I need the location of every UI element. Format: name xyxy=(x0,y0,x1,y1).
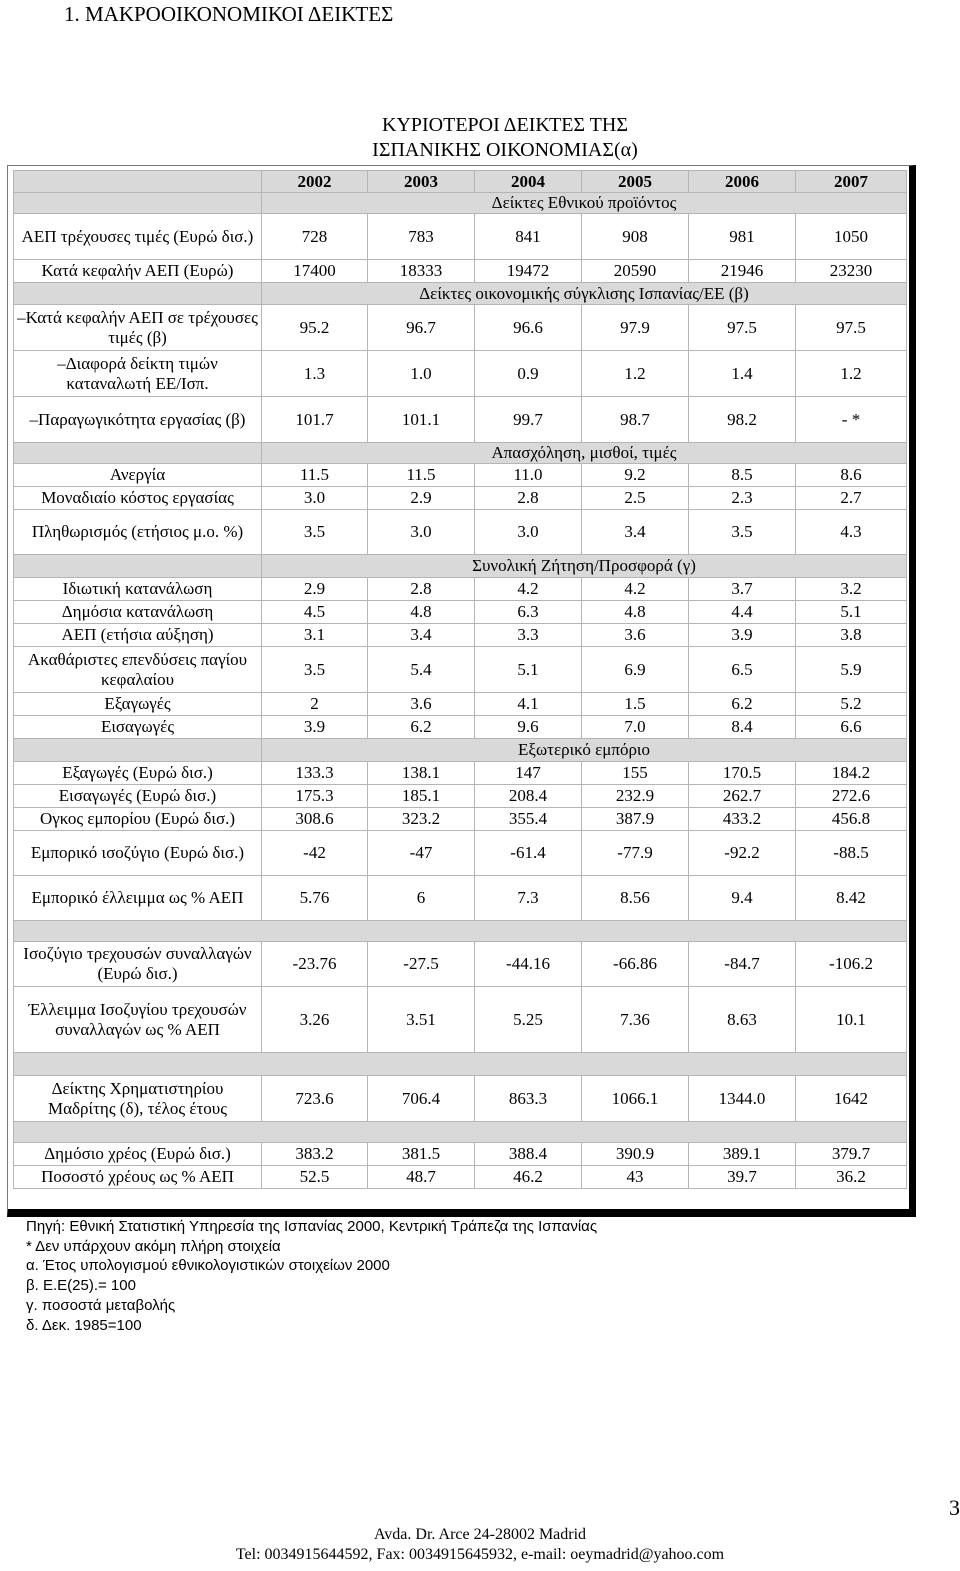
value-cell: 36.2 xyxy=(796,1166,907,1189)
value-cell: 138.1 xyxy=(368,762,475,785)
footnote-d: δ. Δεκ. 1985=100 xyxy=(26,1316,142,1334)
value-cell: 147 xyxy=(475,762,582,785)
value-cell: -42 xyxy=(262,831,368,876)
year-header: 2002 xyxy=(262,171,368,193)
value-cell: 4.5 xyxy=(262,601,368,624)
row-label: Μοναδιαίο κόστος εργασίας xyxy=(14,487,262,510)
value-cell: 3.8 xyxy=(796,624,907,647)
value-cell: 155 xyxy=(582,762,689,785)
section-header-row xyxy=(14,739,907,762)
indicators-table xyxy=(13,170,907,1189)
value-cell: 272.6 xyxy=(796,785,907,808)
value-cell: -106.2 xyxy=(796,942,907,987)
table-row xyxy=(14,1076,907,1122)
table-row xyxy=(14,942,907,987)
row-label: –Παραγωγικότητα εργασίας (β) xyxy=(14,397,262,443)
value-cell: 6.5 xyxy=(689,647,796,693)
section-blank-cell xyxy=(14,193,262,214)
value-cell: 208.4 xyxy=(475,785,582,808)
value-cell: 2 xyxy=(262,693,368,716)
section-blank-cell xyxy=(14,555,262,578)
value-cell: 5.76 xyxy=(262,876,368,921)
table-row xyxy=(14,487,907,510)
value-cell: 3.5 xyxy=(262,510,368,555)
value-cell: 3.3 xyxy=(475,624,582,647)
value-cell: 8.63 xyxy=(689,987,796,1053)
value-cell: 3.9 xyxy=(262,716,368,739)
value-cell: 7.36 xyxy=(582,987,689,1053)
value-cell: 728 xyxy=(262,214,368,260)
row-label: Πληθωρισμός (ετήσιος μ.ο. %) xyxy=(14,510,262,555)
row-label: Εξαγωγές xyxy=(14,693,262,716)
value-cell: 11.5 xyxy=(368,464,475,487)
row-label: Ποσοστό χρέους ως % ΑΕΠ xyxy=(14,1166,262,1189)
section-header-row xyxy=(14,555,907,578)
value-cell: 6.9 xyxy=(582,647,689,693)
value-cell: 21946 xyxy=(689,260,796,283)
value-cell: 3.4 xyxy=(368,624,475,647)
row-label: Εμπορικό έλλειμμα ως % ΑΕΠ xyxy=(14,876,262,921)
row-label: Ακαθάριστες επενδύσεις παγίου κεφαλαίου xyxy=(14,647,262,693)
value-cell: 1.0 xyxy=(368,351,475,397)
value-cell: 2.5 xyxy=(582,487,689,510)
value-cell: 908 xyxy=(582,214,689,260)
value-cell: 39.7 xyxy=(689,1166,796,1189)
footnote-source: Πηγή: Εθνική Στατιστική Υπηρεσία της Ισπανίας 2000, Κεντρική Τράπεζα της Ισπανίας xyxy=(26,1218,598,1235)
value-cell: 1344.0 xyxy=(689,1076,796,1122)
value-cell: 4.2 xyxy=(475,578,582,601)
table-row xyxy=(14,351,907,397)
value-cell: 4.1 xyxy=(475,693,582,716)
value-cell: 3.5 xyxy=(262,647,368,693)
value-cell: 6.2 xyxy=(689,693,796,716)
row-label: Δημόσια κατανάλωση xyxy=(14,601,262,624)
value-cell: 841 xyxy=(475,214,582,260)
address-line1: Avda. Dr. Arce 24-28002 Madrid xyxy=(373,1526,587,1543)
value-cell: 1.4 xyxy=(689,351,796,397)
row-label: Εμπορικό ισοζύγιο (Ευρώ δισ.) xyxy=(14,831,262,876)
value-cell: 381.5 xyxy=(368,1143,475,1166)
value-cell: -23.76 xyxy=(262,942,368,987)
value-cell: 9.2 xyxy=(582,464,689,487)
table-row xyxy=(14,647,907,693)
value-cell: 9.4 xyxy=(689,876,796,921)
table-row xyxy=(14,260,907,283)
value-cell: 2.7 xyxy=(796,487,907,510)
value-cell: 19472 xyxy=(475,260,582,283)
footnote-c: γ. ποσοστά μεταβολής xyxy=(26,1296,176,1314)
value-cell: 11.0 xyxy=(475,464,582,487)
value-cell: 98.2 xyxy=(689,397,796,443)
value-cell: 133.3 xyxy=(262,762,368,785)
value-cell: 981 xyxy=(689,214,796,260)
year-header: 2004 xyxy=(475,171,582,193)
value-cell: 2.8 xyxy=(368,578,475,601)
value-cell: 2.8 xyxy=(475,487,582,510)
year-header: 2005 xyxy=(582,171,689,193)
value-cell: 5.1 xyxy=(796,601,907,624)
value-cell: 97.9 xyxy=(582,305,689,351)
section-title: Εξωτερικό εμπόριο xyxy=(262,739,907,762)
value-cell: 97.5 xyxy=(689,305,796,351)
value-cell: 2.9 xyxy=(368,487,475,510)
value-cell: 2.9 xyxy=(262,578,368,601)
value-cell: 1.3 xyxy=(262,351,368,397)
value-cell: 1050 xyxy=(796,214,907,260)
value-cell: 355.4 xyxy=(475,808,582,831)
value-cell: 3.2 xyxy=(796,578,907,601)
value-cell: 99.7 xyxy=(475,397,582,443)
section-header-row xyxy=(14,283,907,305)
row-label: Δείκτης Χρηματιστηρίου Μαδρίτης (δ), τέλος έτους xyxy=(14,1076,262,1122)
page-heading: 1. ΜΑΚΡΟΟΙΚΟΝΟΜΙΚΟΙ ΔΕΙΚΤΕΣ xyxy=(64,2,394,26)
spacer-row xyxy=(14,1053,907,1076)
row-label: Ιδιωτική κατανάλωση xyxy=(14,578,262,601)
value-cell: 5.2 xyxy=(796,693,907,716)
value-cell: 308.6 xyxy=(262,808,368,831)
value-cell: 5.9 xyxy=(796,647,907,693)
value-cell: 3.1 xyxy=(262,624,368,647)
section-header-row xyxy=(14,193,907,214)
value-cell: 4.2 xyxy=(582,578,689,601)
value-cell: 723.6 xyxy=(262,1076,368,1122)
value-cell: -84.7 xyxy=(689,942,796,987)
table-row xyxy=(14,716,907,739)
footnotes xyxy=(26,1217,597,1335)
table-row xyxy=(14,464,907,487)
value-cell: 1642 xyxy=(796,1076,907,1122)
value-cell: 1.2 xyxy=(796,351,907,397)
row-label: Έλλειμμα Ισοζυγίου τρεχουσών συναλλαγών ως % ΑΕΠ xyxy=(14,987,262,1053)
value-cell: 3.9 xyxy=(689,624,796,647)
row-label: Εισαγωγές xyxy=(14,716,262,739)
value-cell: 456.8 xyxy=(796,808,907,831)
value-cell: 11.5 xyxy=(262,464,368,487)
page-number: 3 xyxy=(949,1495,960,1520)
value-cell: -27.5 xyxy=(368,942,475,987)
value-cell: 5.4 xyxy=(368,647,475,693)
section-title: Απασχόληση, μισθοί, τιμές xyxy=(262,443,907,464)
table-row xyxy=(14,785,907,808)
value-cell: 6.6 xyxy=(796,716,907,739)
value-cell: 20590 xyxy=(582,260,689,283)
value-cell: 3.0 xyxy=(262,487,368,510)
row-label: ΑΕΠ (ετήσια αύξηση) xyxy=(14,624,262,647)
table-row xyxy=(14,305,907,351)
value-cell: 52.5 xyxy=(262,1166,368,1189)
year-header: 2007 xyxy=(796,171,907,193)
value-cell: 43 xyxy=(582,1166,689,1189)
spacer-cell xyxy=(14,921,907,942)
value-cell: 95.2 xyxy=(262,305,368,351)
value-cell: -47 xyxy=(368,831,475,876)
value-cell: -44.16 xyxy=(475,942,582,987)
header-blank-cell xyxy=(14,171,262,193)
value-cell: 6.3 xyxy=(475,601,582,624)
value-cell: 433.2 xyxy=(689,808,796,831)
value-cell: 96.6 xyxy=(475,305,582,351)
value-cell: 101.7 xyxy=(262,397,368,443)
value-cell: 379.7 xyxy=(796,1143,907,1166)
section-title: Συνολική Ζήτηση/Προσφορά (γ) xyxy=(262,555,907,578)
table-row xyxy=(14,214,907,260)
row-label: –Κατά κεφαλήν ΑΕΠ σε τρέχουσες τιμές (β) xyxy=(14,305,262,351)
value-cell: -88.5 xyxy=(796,831,907,876)
value-cell: 390.9 xyxy=(582,1143,689,1166)
value-cell: 185.1 xyxy=(368,785,475,808)
value-cell: 5.1 xyxy=(475,647,582,693)
value-cell: 7.0 xyxy=(582,716,689,739)
spacer-row xyxy=(14,921,907,942)
value-cell: 6 xyxy=(368,876,475,921)
row-label: Ογκος εμπορίου (Ευρώ δισ.) xyxy=(14,808,262,831)
address-footer xyxy=(0,1525,960,1565)
value-cell: 3.7 xyxy=(689,578,796,601)
value-cell: 170.5 xyxy=(689,762,796,785)
value-cell: 7.3 xyxy=(475,876,582,921)
value-cell: 98.7 xyxy=(582,397,689,443)
value-cell: 175.3 xyxy=(262,785,368,808)
year-header: 2006 xyxy=(689,171,796,193)
row-label: Εξαγωγές (Ευρώ δισ.) xyxy=(14,762,262,785)
year-header: 2003 xyxy=(368,171,475,193)
value-cell: 46.2 xyxy=(475,1166,582,1189)
row-label: ΑΕΠ τρέχουσες τιμές (Ευρώ δισ.) xyxy=(14,214,262,260)
value-cell: 387.9 xyxy=(582,808,689,831)
table-row xyxy=(14,831,907,876)
value-cell: 388.4 xyxy=(475,1143,582,1166)
table-row xyxy=(14,397,907,443)
value-cell: 48.7 xyxy=(368,1166,475,1189)
table-row xyxy=(14,987,907,1053)
table-row xyxy=(14,808,907,831)
value-cell: 4.8 xyxy=(582,601,689,624)
row-label: –Διαφορά δείκτη τιμών καταναλωτή ΕΕ/Ισπ. xyxy=(14,351,262,397)
value-cell: 2.3 xyxy=(689,487,796,510)
section-blank-cell xyxy=(14,283,262,305)
value-cell: 3.5 xyxy=(689,510,796,555)
spacer-cell xyxy=(14,1053,907,1076)
value-cell: 1.2 xyxy=(582,351,689,397)
row-label: Κατά κεφαλήν ΑΕΠ (Ευρώ) xyxy=(14,260,262,283)
address-line2: Tel: 0034915644592, Fax: 0034915645932, e-mail: oeymadrid@yahoo.com xyxy=(235,1546,725,1563)
value-cell: 3.6 xyxy=(368,693,475,716)
value-cell: 3.26 xyxy=(262,987,368,1053)
row-label: Ανεργία xyxy=(14,464,262,487)
table-row xyxy=(14,876,907,921)
table-row xyxy=(14,693,907,716)
value-cell: - * xyxy=(796,397,907,443)
footnote-a: α. Έτος υπολογισμού εθνικολογιστικών στοιχείων 2000 xyxy=(26,1257,390,1275)
value-cell: 232.9 xyxy=(582,785,689,808)
value-cell: 97.5 xyxy=(796,305,907,351)
value-cell: 3.4 xyxy=(582,510,689,555)
value-cell: 383.2 xyxy=(262,1143,368,1166)
value-cell: 8.5 xyxy=(689,464,796,487)
value-cell: -66.86 xyxy=(582,942,689,987)
table-title-line1: ΚΥΡΙΟΤΕΡΟΙ ΔΕΙΚΤΕΣ ΤΗΣ xyxy=(382,114,628,136)
value-cell: 3.0 xyxy=(475,510,582,555)
value-cell: -77.9 xyxy=(582,831,689,876)
table-row xyxy=(14,510,907,555)
table-row xyxy=(14,578,907,601)
value-cell: 17400 xyxy=(262,260,368,283)
value-cell: 5.25 xyxy=(475,987,582,1053)
value-cell: 96.7 xyxy=(368,305,475,351)
value-cell: 8.6 xyxy=(796,464,907,487)
value-cell: 1.5 xyxy=(582,693,689,716)
table-row xyxy=(14,601,907,624)
value-cell: 706.4 xyxy=(368,1076,475,1122)
value-cell: -61.4 xyxy=(475,831,582,876)
table-row xyxy=(14,1166,907,1189)
value-cell: 3.6 xyxy=(582,624,689,647)
footnote-star: * Δεν υπάρχουν ακόμη πλήρη στοιχεία xyxy=(26,1237,281,1255)
row-label: Εισαγωγές (Ευρώ δισ.) xyxy=(14,785,262,808)
value-cell: 4.4 xyxy=(689,601,796,624)
section-title: Δείκτες Εθνικού προϊόντος xyxy=(262,193,907,214)
value-cell: 6.2 xyxy=(368,716,475,739)
table-title xyxy=(300,113,710,163)
footnote-b: β. Ε.Ε(25).= 100 xyxy=(26,1277,136,1295)
section-blank-cell xyxy=(14,739,262,762)
spacer-cell xyxy=(14,1122,907,1143)
value-cell: 1066.1 xyxy=(582,1076,689,1122)
value-cell: 9.6 xyxy=(475,716,582,739)
value-cell: 184.2 xyxy=(796,762,907,785)
table-title-line2: ΙΣΠΑΝΙΚΗΣ ΟΙΚΟΝΟΜΙΑΣ(α) xyxy=(372,139,638,161)
row-label: Δημόσιο χρέος (Ευρώ δισ.) xyxy=(14,1143,262,1166)
value-cell: 4.8 xyxy=(368,601,475,624)
value-cell: 389.1 xyxy=(689,1143,796,1166)
table-row xyxy=(14,624,907,647)
table-row xyxy=(14,762,907,785)
value-cell: -92.2 xyxy=(689,831,796,876)
value-cell: 783 xyxy=(368,214,475,260)
value-cell: 3.0 xyxy=(368,510,475,555)
section-header-row xyxy=(14,443,907,464)
value-cell: 0.9 xyxy=(475,351,582,397)
value-cell: 4.3 xyxy=(796,510,907,555)
table-row xyxy=(14,1143,907,1166)
value-cell: 863.3 xyxy=(475,1076,582,1122)
value-cell: 10.1 xyxy=(796,987,907,1053)
year-header-row xyxy=(14,171,907,193)
value-cell: 8.56 xyxy=(582,876,689,921)
value-cell: 323.2 xyxy=(368,808,475,831)
value-cell: 8.42 xyxy=(796,876,907,921)
value-cell: 8.4 xyxy=(689,716,796,739)
value-cell: 23230 xyxy=(796,260,907,283)
value-cell: 101.1 xyxy=(368,397,475,443)
value-cell: 18333 xyxy=(368,260,475,283)
row-label: Ισοζύγιο τρεχουσών συναλλαγών (Ευρώ δισ.) xyxy=(14,942,262,987)
section-blank-cell xyxy=(14,443,262,464)
section-title: Δείκτες οικονομικής σύγκλισης Ισπανίας/ΕΕ (β) xyxy=(262,283,907,305)
value-cell: 262.7 xyxy=(689,785,796,808)
spacer-row xyxy=(14,1122,907,1143)
value-cell: 3.51 xyxy=(368,987,475,1053)
